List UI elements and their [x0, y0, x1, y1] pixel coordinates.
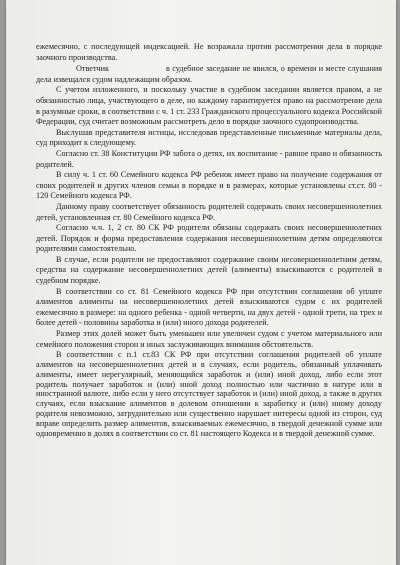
paragraph-court-collection: В случае, если родители не предоставляют содержание своим несовершеннолетним детям, средства на содержание несовершеннолетних детей (алименты) взыскиваются с родителей в судебном порядке.	[36, 254, 382, 286]
document-page	[6, 0, 396, 565]
paragraph-family-code-art60: В силу ч. 1 ст. 60 Семейного кодекса РФ ребенок имеет право на получение содержания от своих родителей и других членов семьи в порядке и в размерах, которые установлены ст.ст. 80 - 120 Семейного кодекса РФ.	[36, 170, 382, 201]
respondent-absence-text: в судебное заседание не явился, о времени и месте слушания дела извещался судом надлежащим образом.	[36, 64, 382, 84]
paragraph-plaintiff-position: ежемесячно, с последующей индексацией. Не возражала против рассмотрения дела в порядке заочного производства.	[36, 42, 382, 62]
paragraph-family-code-art83: В соответствии с п.1 ст.83 СК РФ при отсутствии соглашения родителей об уплате алиментов на несовершеннолетних детей и в случаях, если родитель, обязанный уплачивать алименты, имеет нерегулярный, меняющийся заработок и (или) иной доход, либо если этот родитель получает заработок и (или) иной доход полностью или частично в натуре или в иностранной валюте, либо если у него отсутствует заработок и (или) иной доход, а также в других случаях, если взыскание алиментов в долевом отношении к заработку и (или) иному доходу родителя невозможно, затруднительно или существенно нарушает интересы одной из сторон, суд вправе определить размер алиментов, взыскиваемых ежемесячно, в твердой денежной сумме или одновременно в долях в соответствии со ст. 81 настоящего Кодекса и в твердой денежной сумме.	[36, 350, 382, 438]
document-body	[36, 42, 382, 438]
paragraph-share-adjustment: Размер этих долей может быть уменьшен или увеличен судом с учетом материального или семейного положения сторон и иных заслуживающих внимания обстоятельств.	[36, 329, 382, 349]
paragraph-family-code-art80-parts: Согласно ч.ч. 1, 2 ст. 80 СК РФ родители обязаны содержать своих несовершеннолетних детей. Порядок и форма предоставления содержания несовершеннолетним детям определяются родителями самостоятельно.	[36, 223, 382, 254]
paragraph-absentia-grounds: С учетом изложенного, и поскольку участие в судебном заседании является правом, а не обязанностью лица, участвующего в деле, но каждому гарантируется право на рассмотрение дела в разумные сроки, в соответствии с ч. 1 ст. 233 Гражданского процессуального кодекса Российской Федерации, суд считает возможным рассмотреть дело в порядке заочного судопроизводства.	[36, 85, 382, 127]
paragraph-respondent	[36, 64, 382, 85]
paragraph-court-findings: Выслушав представителя истицы, исследовав представленные письменные материалы дела, суд приходит к следующему.	[36, 127, 382, 148]
paragraph-family-code-art80-duty: Данному праву соответствует обязанность родителей содержать своих несовершеннолетних детей, установленная ст. 80 Семейного кодекса РФ.	[36, 201, 382, 222]
paragraph-family-code-art81: В соответствии со ст. 81 Семейного кодекса РФ при отсутствии соглашения об уплате алиментов алименты на несовершеннолетних детей взыскиваются судом с их родителей ежемесячно в размере: на одного ребенка - одной четверти, на двух детей - одной трети, на трех и более детей - половины заработка и (или) иного дохода родителей.	[36, 286, 382, 328]
respondent-label: Ответчик	[76, 64, 109, 74]
paragraph-constitution-art38: Согласно ст. 38 Конституции РФ забота о детях, их воспитание - равное право и обязанность родителей.	[36, 148, 382, 169]
